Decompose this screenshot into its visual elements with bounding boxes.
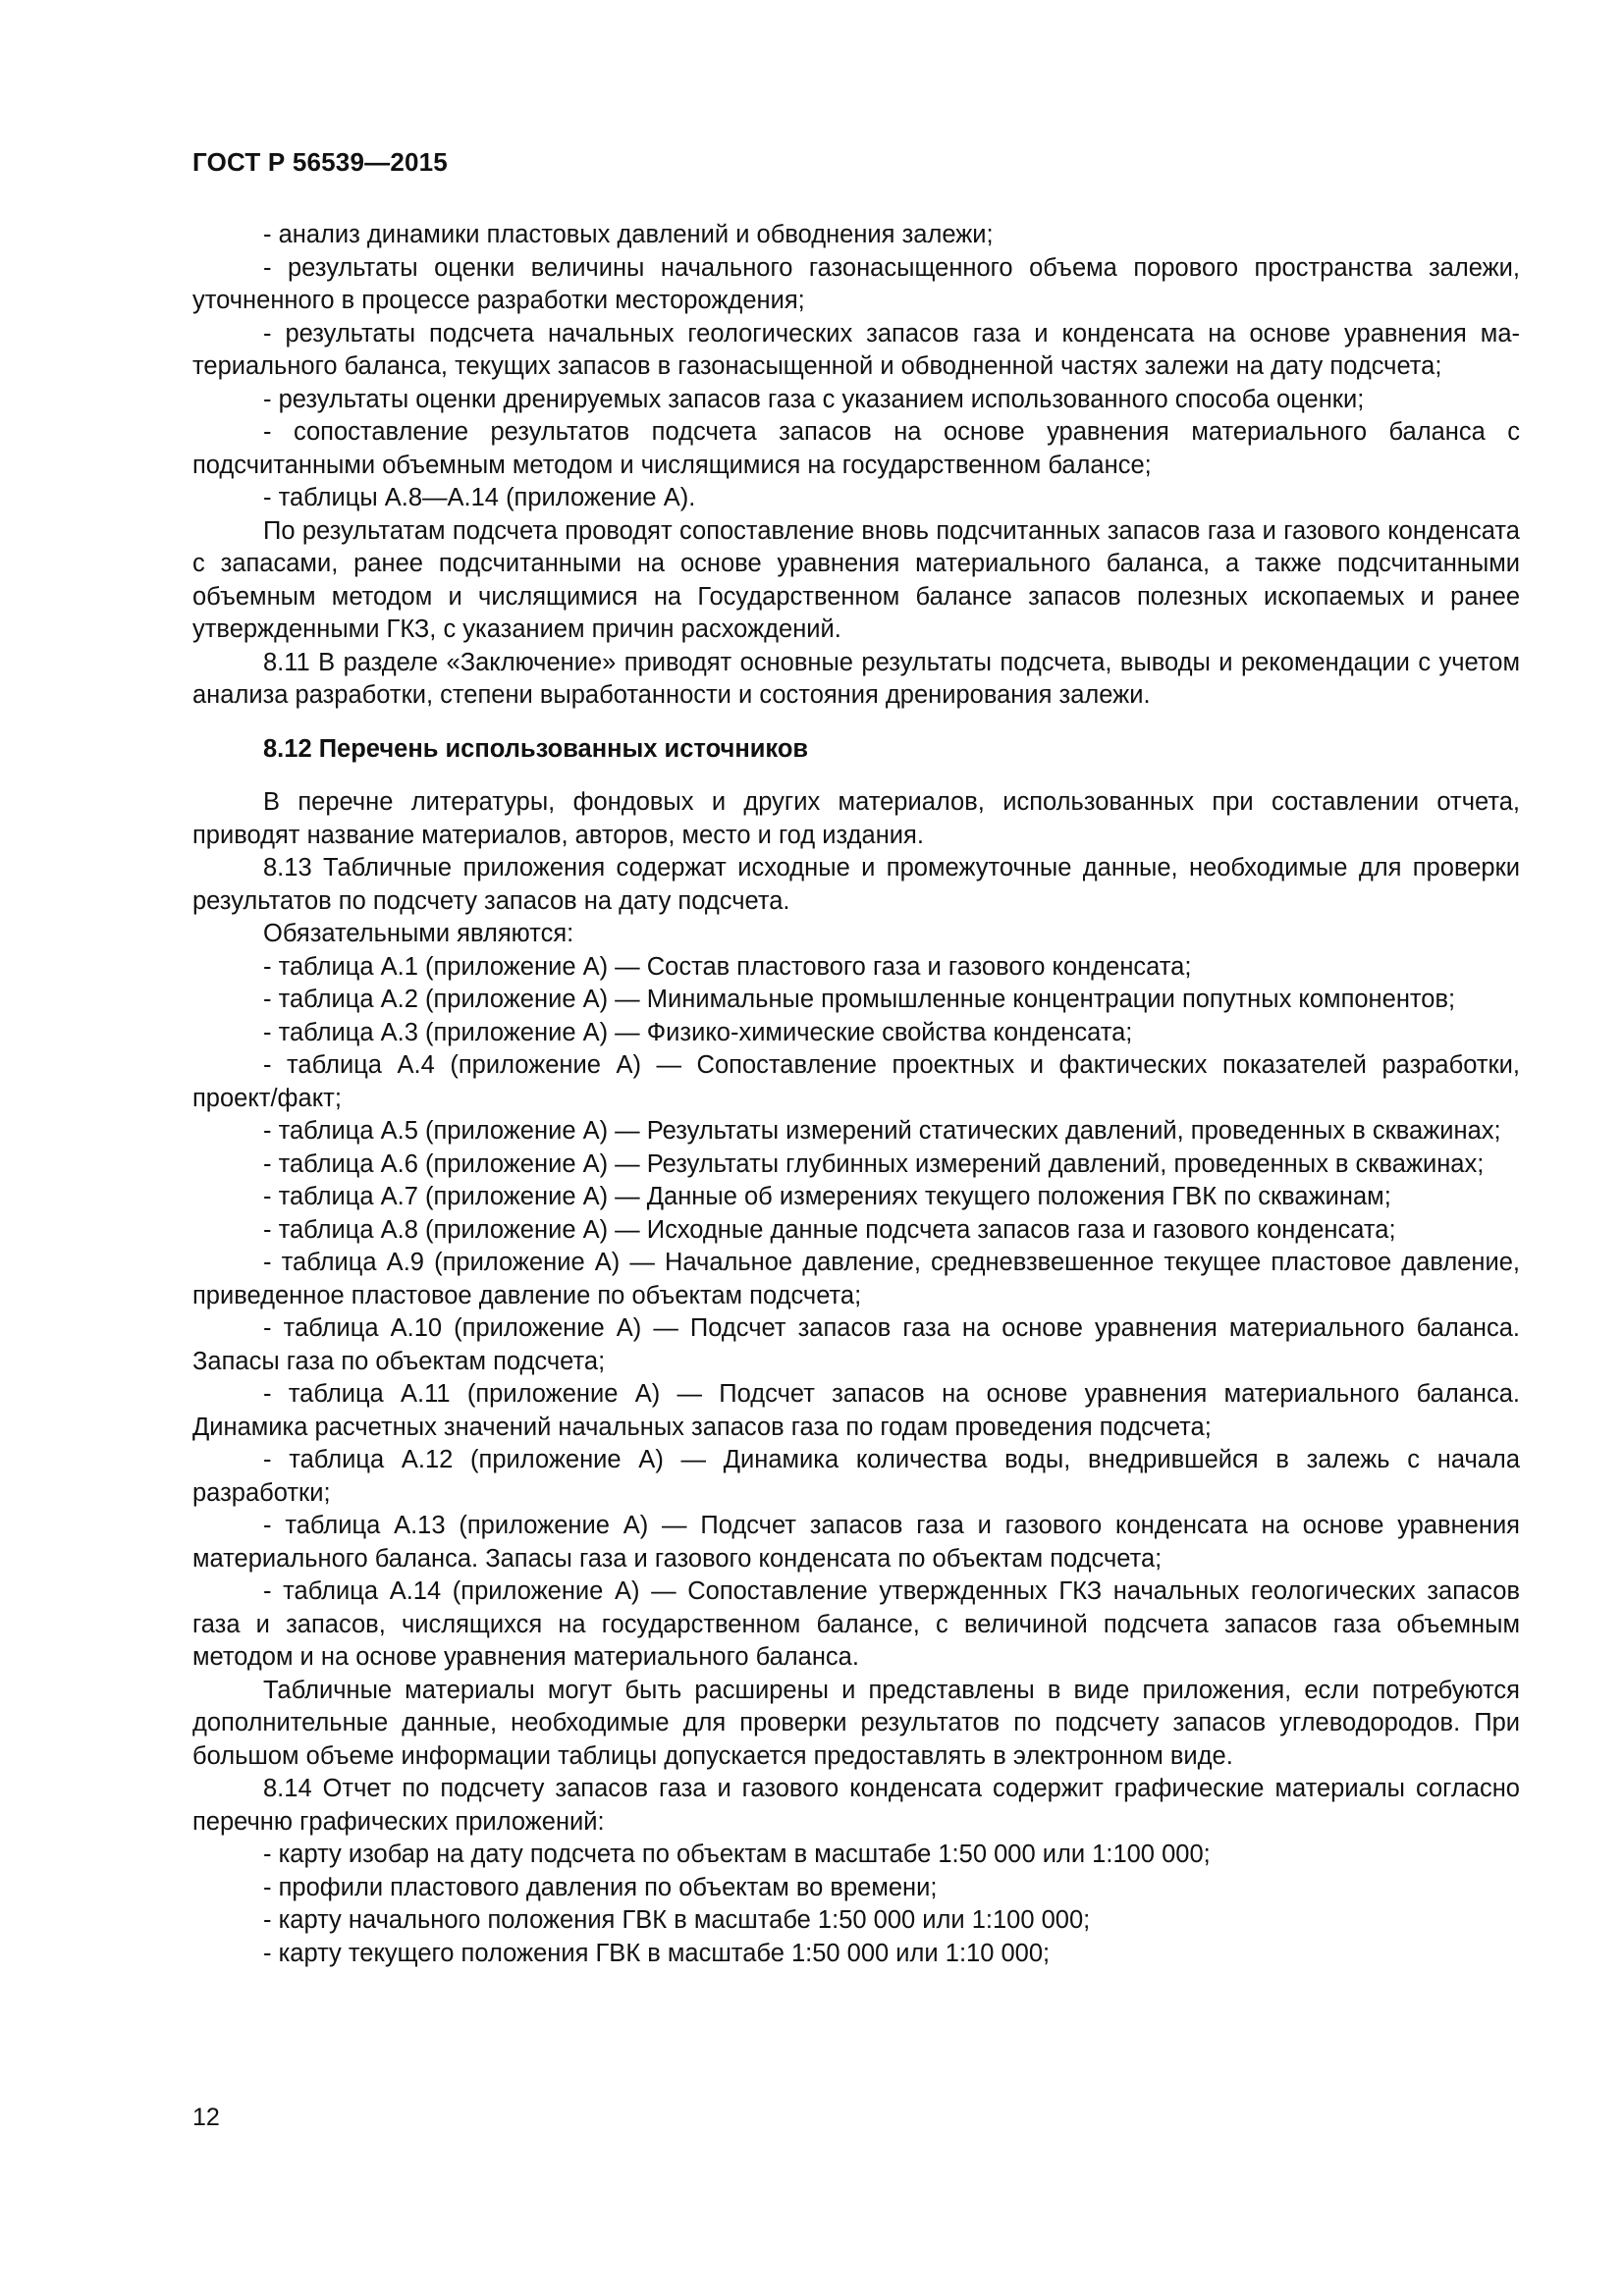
paragraph: - таблицы А.8—А.14 (приложение А). — [263, 484, 696, 511]
paragraph: - результаты подсчета начальных геологических запасов газа и конденсата на основе уравнения материального баланса, текущих запасов в газонасыщенной и обводненной частях залежи на дату подсчета; — [192, 319, 1520, 380]
list-item: - таблица А.2 (приложение А) — Минимальные промышленные концентрации попутных компонентов; — [263, 986, 1456, 1013]
list-item: - таблица А.1 (приложение А) — Состав пластового газа и газового конденсата; — [263, 952, 1192, 981]
list-item: - карту изобар на дату подсчета по объектам в масштабе 1:50 000 или 1:100 000; — [263, 1841, 1211, 1868]
list-item: - таблица А.8 (приложение А) — Исходные данные подсчета запасов газа и газового конденсата; — [263, 1215, 1396, 1244]
document-header: ГОСТ Р 56539—2015 — [192, 147, 448, 177]
list-item: - таблица А.14 (приложение А) — Сопоставление утвержденных ГКЗ начальных геологических запасов газа и запасов, числящихся на государственном балансе, с величиной подсчета запасов газа объемным методом и на основе уравнения материального баланса. — [192, 1577, 1520, 1671]
page-body — [192, 219, 1520, 1970]
list-item: - таблица А.5 (приложение А) — Результаты измерений статических давлений, проведенных в скважинах; — [263, 1117, 1501, 1145]
list-item: - профили пластового давления по объектам во времени; — [263, 1873, 938, 1901]
list-item: - таблица А.4 (приложение А) — Сопоставление проектных и фактических показателей разработки, проект/факт; — [192, 1051, 1520, 1112]
paragraph: - результаты оценки величины начального газонасыщенного объема порового пространства залежи, уточненного в процессе разработки месторождения; — [192, 253, 1520, 314]
paragraph: - результаты оценки дренируемых запасов газа с указанием использованного способа оценки; — [263, 385, 1365, 413]
list-item: - таблица А.10 (приложение А) — Подсчет запасов газа на основе уравнения материального баланса. Запасы газа по объектам подсчета; — [192, 1314, 1520, 1375]
list-item: - карту начального положения ГВК в масштабе 1:50 000 или 1:100 000; — [263, 1906, 1091, 1934]
paragraph: Обязательными являются: — [263, 920, 574, 947]
list-item: - таблица А.9 (приложение А) — Начальное давление, средневзвешенное текущее пластовое давление, приведенное пластовое давление по объектам подсчета; — [192, 1249, 1520, 1309]
list-item: - таблица А.7 (приложение А) — Данные об измерениях текущего положения ГВК по скважинам; — [263, 1183, 1391, 1210]
list-item: - таблица А.6 (приложение А) — Результаты глубинных измерений давлений, проведенных в скважинах; — [263, 1149, 1485, 1178]
paragraph: 8.14 Отчет по подсчету запасов газа и газового конденсата содержит графические материалы согласно перечню графических приложений: — [192, 1775, 1520, 1836]
list-item: - таблица А.11 (приложение А) — Подсчет запасов на основе уравнения материального баланса. Динамика расчетных значений начальных запасов газа по годам проведения подсчета; — [192, 1380, 1520, 1441]
paragraph: 8.11 В разделе «Заключение» приводят основные результаты подсчета, выводы и рекомендации с учетом анализа разработки, степени выработанности и состояния дренирования залежи. — [192, 648, 1520, 709]
paragraph: 8.13 Табличные приложения содержат исходные и промежуточные данные, необходимые для проверки результатов по подсчету запасов на дату подсчета. — [192, 854, 1520, 915]
list-item: - таблица А.13 (приложение А) — Подсчет запасов газа и газового конденсата на основе уравнения материального баланса. Запасы газа и газового конденсата по объектам подсчета; — [192, 1512, 1520, 1573]
paragraph: В перечне литературы, фондовых и других материалов, использованных при составлении отчета, приводят название материалов, авторов, место и год издания. — [192, 788, 1520, 849]
page-number: 12 — [192, 2104, 220, 2131]
list-item: - карту текущего положения ГВК в масштабе 1:50 000 или 1:10 000; — [263, 1939, 1051, 1967]
paragraph: - анализ динамики пластовых давлений и обводнения залежи; — [263, 221, 994, 248]
paragraph: Табличные материалы могут быть расширены и представлены в виде приложения, если потребуются дополнительные данные, необходимые для проверки результатов по подсчету запасов углеводородов. При большом объеме информации таблицы допускается предоставлять в электронном виде. — [192, 1676, 1520, 1770]
paragraph: - сопоставление результатов подсчета запасов на основе уравнения материального баланса с подсчитанными объемным методом и числящимися на государственном балансе; — [192, 418, 1520, 479]
section-heading: 8.12 Перечень использованных источников — [263, 734, 809, 763]
list-item: - таблица А.12 (приложение А) — Динамика количества воды, внедрившейся в залежь с начала разработки; — [192, 1446, 1520, 1507]
list-item: - таблица А.3 (приложение А) — Физико-химические свойства конденсата; — [263, 1018, 1133, 1046]
paragraph: По результатам подсчета проводят сопоставление вновь подсчитанных запасов газа и газового конденсата с запасами, ранее подсчитанными на основе уравнения материального баланса, а также подсчитанными объемным методом и числящимися на Государственном балансе запасов полезных ископаемых и ранее утвержденными ГКЗ, с указанием причин расхождений. — [192, 516, 1520, 643]
